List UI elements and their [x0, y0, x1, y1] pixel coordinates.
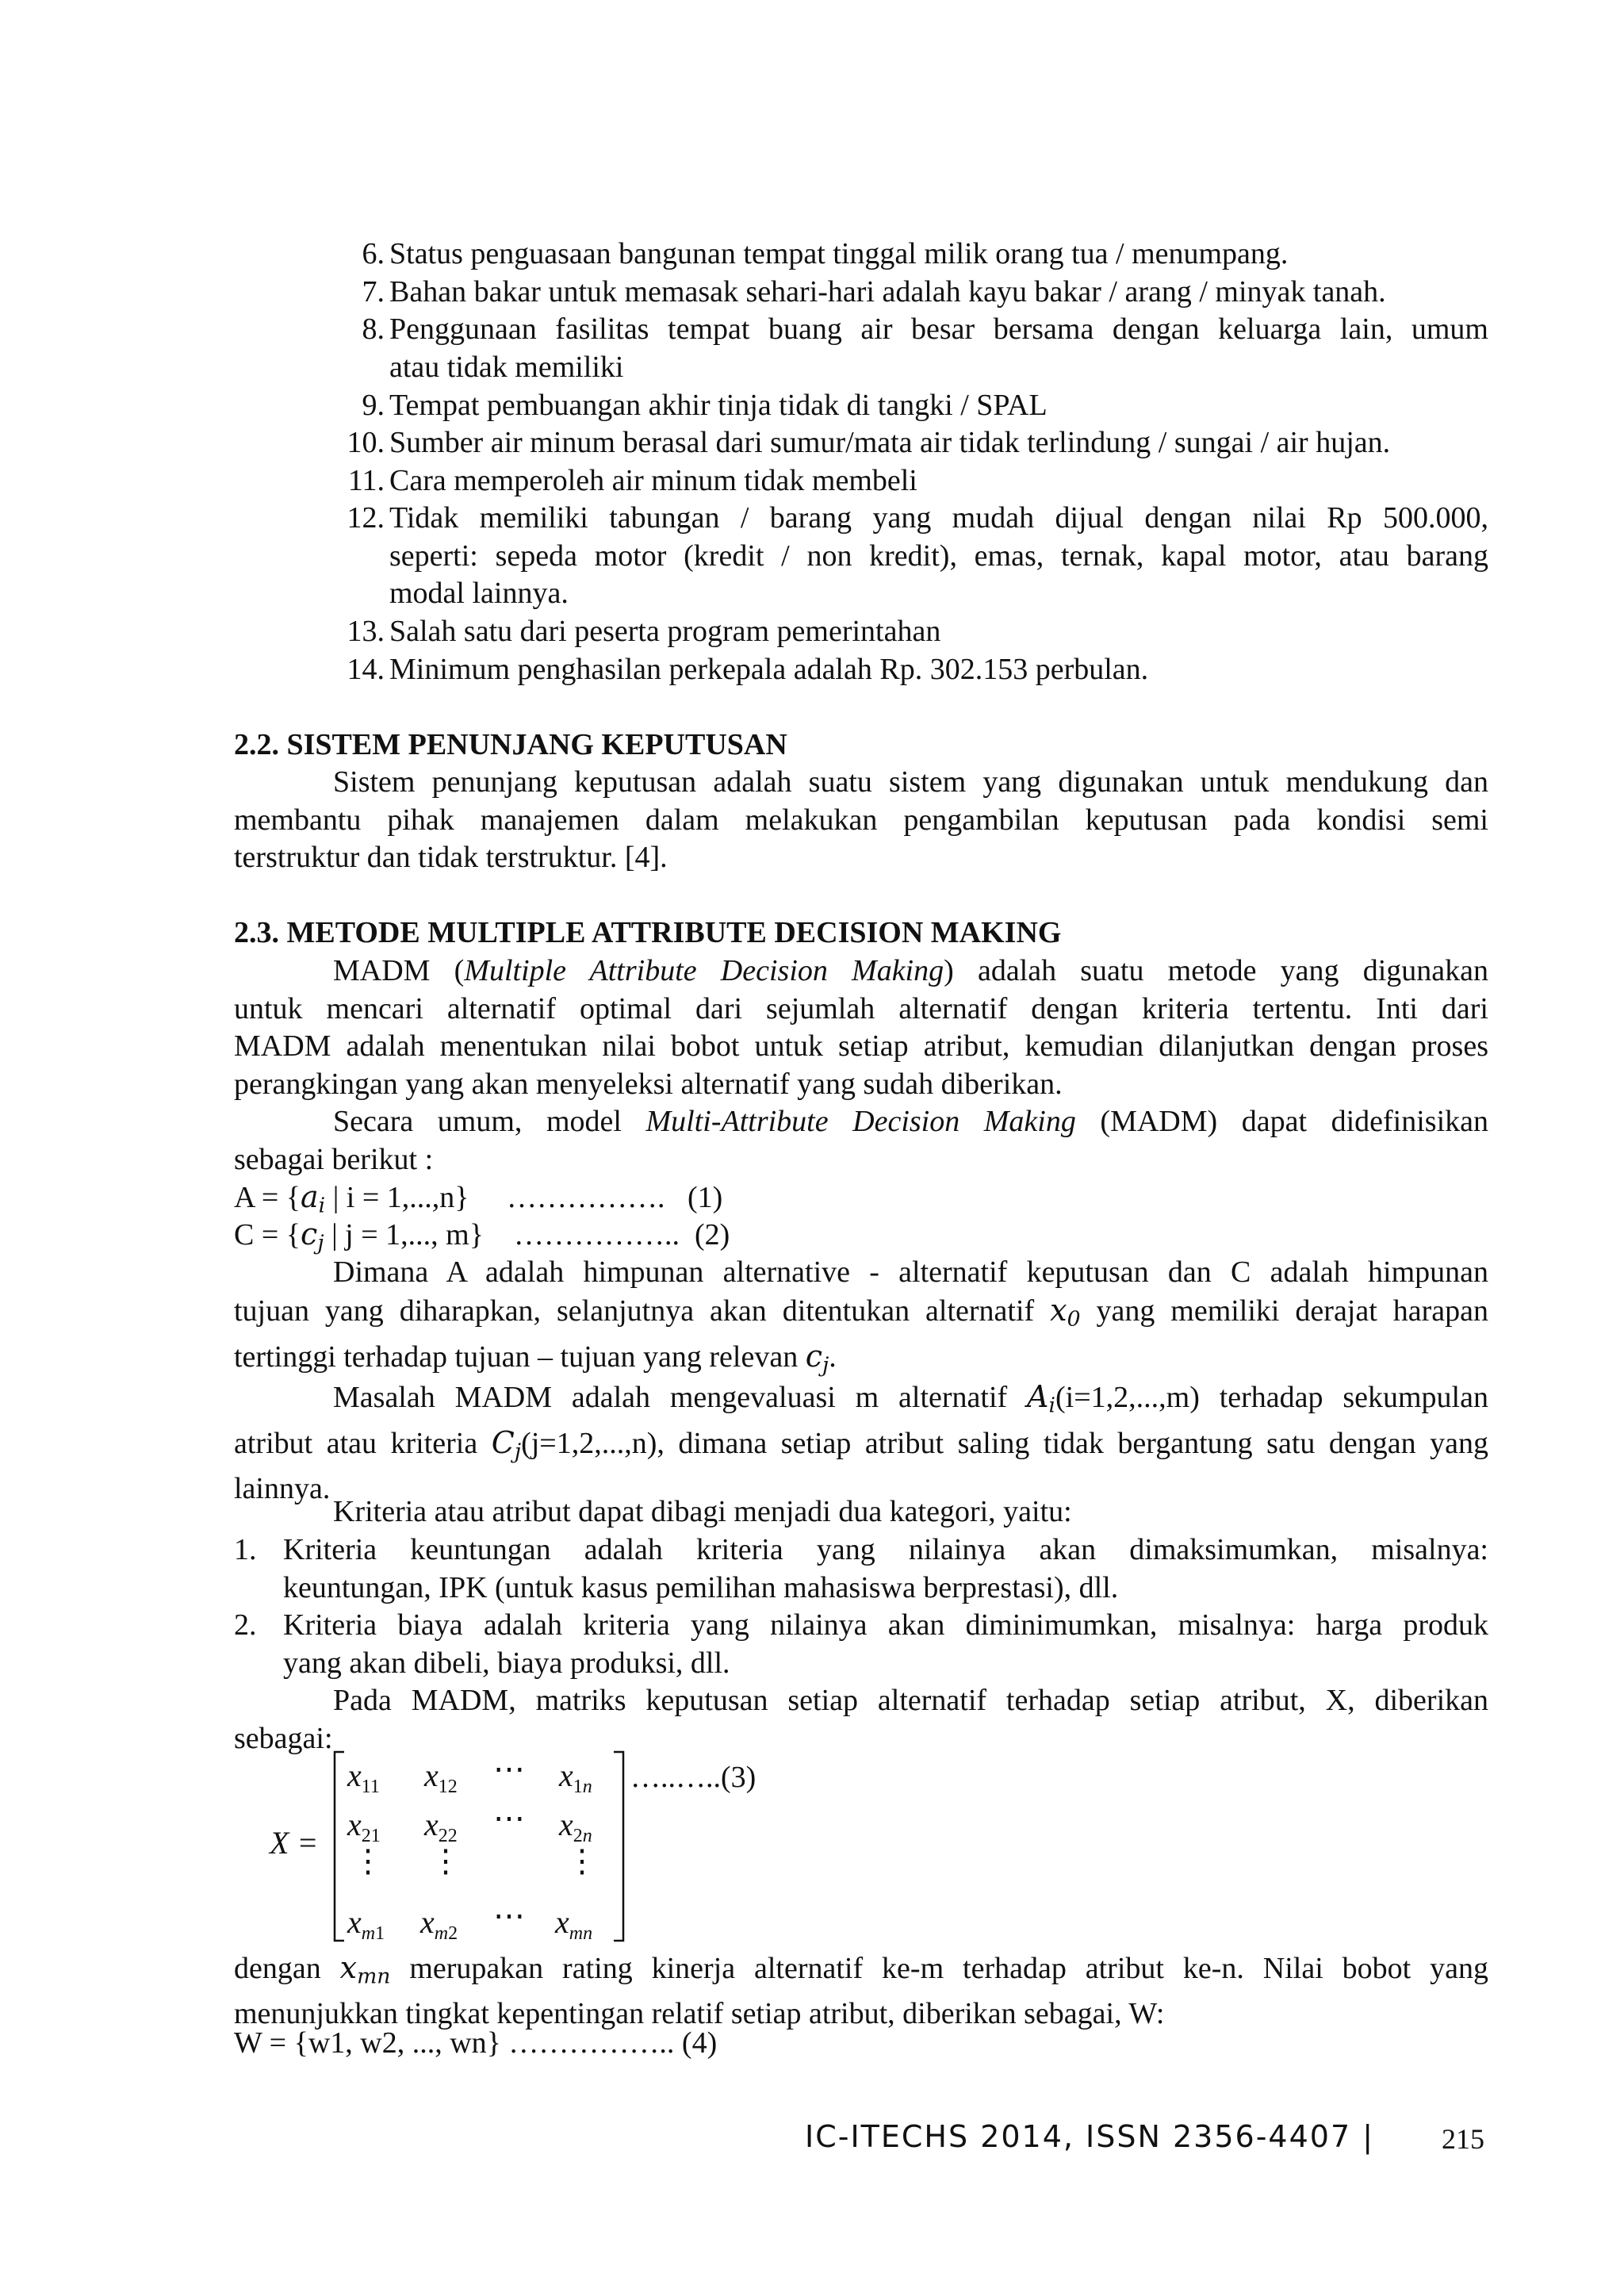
matrix-cell: $x_{mn}$	[555, 1904, 593, 1944]
paragraph-line: tertinggi terhadap tujuan – tujuan yang relevan $c_j$.	[234, 1338, 837, 1378]
list-number: 14.	[347, 653, 385, 686]
paragraph-line: tujuan yang diharapkan, selanjutnya akan ditentukan alternatif $x_0$ yang memiliki derajat harapan	[234, 1292, 1488, 1332]
list-number: 9.	[362, 389, 385, 422]
paragraph-line: MADM adalah menentukan nilai bobot untuk setiap atribut, kemudian dilanjutkan dengan proses	[234, 1029, 1488, 1063]
paragraph-line: terstruktur dan tidak terstruktur. [4].	[234, 841, 668, 874]
equation-2: $C = \{c_j$ | j = 1,..., m} …………….. (2)	[234, 1217, 730, 1255]
paragraph	[234, 1949, 1488, 2033]
paragraph-line: MADM (Multiple Attribute Decision Making) adalah suatu metode yang digunakan	[333, 954, 1488, 987]
list-text: modal lainnya.	[389, 577, 569, 610]
matrix-cell: $x_{m2}$	[420, 1904, 458, 1944]
list-text: Kriteria biaya adalah kriteria yang nilainya akan diminimumkan, misalnya: harga produk	[283, 1608, 1488, 1642]
paragraph-line: Secara umum, model Multi-Attribute Decision Making (MADM) dapat didefinisikan	[333, 1105, 1488, 1138]
hdots: ⋯	[493, 1898, 525, 1934]
equation-number: …..…..(3)	[630, 1761, 756, 1794]
list-text: yang akan dibeli, biaya produksi, dll.	[283, 1646, 730, 1680]
paragraph-line: Sistem penunjang keputusan adalah suatu sistem yang digunakan untuk mendukung dan	[333, 765, 1488, 799]
list-text: Sumber air minum berasal dari sumur/mata air tidak terlindung / sungai / air hujan.	[389, 426, 1391, 459]
paragraph-line: sebagai berikut :	[234, 1142, 434, 1176]
list-number: 2.	[234, 1608, 257, 1642]
paragraph	[234, 1103, 1488, 1179]
paragraph-line: sebagai:	[234, 1721, 333, 1755]
list-text: Bahan bakar untuk memasak sehari-hari adalah kayu bakar / arang / minyak tanah.	[389, 275, 1386, 309]
matrix-cell: $x_{21}$	[347, 1807, 381, 1846]
list-text: atau tidak memiliki	[389, 350, 624, 384]
list-number: 13.	[347, 615, 385, 648]
list-number: 6.	[362, 237, 385, 270]
matrix-cell: $x_{1n}$	[559, 1757, 592, 1797]
list-text: Tempat pembuangan akhir tinja tidak di tangki / SPAL	[389, 389, 1048, 422]
paragraph	[234, 1254, 1488, 1384]
list-text: Status penguasaan bangunan tempat tinggal milik orang tua / menumpang.	[389, 237, 1289, 270]
list-number: 8.	[362, 312, 385, 346]
paragraph	[234, 1682, 1488, 1757]
paragraph-line: Pada MADM, matriks keputusan setiap alternatif terhadap setiap atribut, X, diberikan	[333, 1684, 1488, 1717]
paragraph-line: menunjukkan tingkat kepentingan relatif setiap atribut, diberikan sebagai, W:	[234, 1997, 1165, 2031]
matrix-cell: $x_{2n}$	[559, 1807, 592, 1846]
left-bracket	[331, 1750, 349, 1942]
paragraph-line: untuk mencari alternatif optimal dari sejumlah alternatif dengan kriteria tertentu. Inti dari	[234, 991, 1488, 1025]
journal-footer: IC-ITECHS 2014, ISSN 2356-4407 |	[805, 2119, 1375, 2154]
list-number: 1.	[234, 1533, 257, 1566]
paragraph-line: dengan $x_{mn}$ merupakan rating kinerja alternatif ke-m terhadap atribut ke-n. Nilai bobot yang	[234, 1950, 1488, 1989]
page-number: 215	[1442, 2123, 1484, 2155]
list-text: Kriteria keuntungan adalah kriteria yang nilainya akan dimaksimumkan, misalnya:	[283, 1533, 1488, 1566]
paragraph	[234, 953, 1488, 1103]
paragraph-line: atribut atau kriteria $C_j(j=1,2,...,n)$, dimana setiap atribut saling tidak bergantung satu dengan yang	[234, 1425, 1488, 1464]
list-number: 10.	[347, 426, 385, 459]
matrix-lhs: X =	[270, 1825, 319, 1861]
section-heading: 2.2. SISTEM PENUNJANG KEPUTUSAN	[234, 728, 787, 761]
vdots: ⋮	[566, 1843, 598, 1879]
equation-4: W = {w1, w2, ..., wn} …………….. (4)	[234, 2026, 718, 2060]
paragraph-line: Masalah MADM adalah mengevaluasi m alternatif $A_i(i=1,2,...,m)$ terhadap sekumpulan	[333, 1379, 1488, 1418]
paragraph-line: Kriteria atau atribut dapat dibagi menjadi dua kategori, yaitu:	[333, 1495, 1072, 1528]
decision-matrix	[262, 1749, 642, 1943]
list-text: Penggunaan fasilitas tempat buang air besar bersama dengan keluarga lain, umum	[389, 312, 1488, 346]
matrix-cell: $x_{12}$	[424, 1757, 458, 1797]
equation-1: $A = \{a_i$ | i = 1,...,n} ……………. (1)	[234, 1179, 723, 1218]
paragraph	[234, 1378, 1488, 1508]
hdots: ⋯	[493, 1751, 525, 1787]
paragraph-line: lainnya.	[234, 1472, 331, 1506]
list-text: Salah satu dari peserta program pemerintahan	[389, 615, 941, 648]
paragraph-line: perangkingan yang akan menyeleksi alternatif yang sudah diberikan.	[234, 1067, 1063, 1101]
list-number: 12.	[347, 501, 385, 535]
vdots: ⋮	[430, 1843, 462, 1879]
list-text: Minimum penghasilan perkepala adalah Rp. 302.153 perbulan.	[389, 653, 1149, 686]
list-text: keuntungan, IPK (untuk kasus pemilihan mahasiswa berprestasi), dll.	[283, 1570, 1119, 1604]
section-heading: 2.3. METODE MULTIPLE ATTRIBUTE DECISION MAKING	[234, 916, 1062, 949]
matrix-cell: $x_{22}$	[424, 1807, 458, 1846]
list-number: 11.	[347, 464, 385, 497]
paragraph	[234, 764, 1488, 877]
hdots: ⋯	[493, 1800, 525, 1836]
list-text: seperti: sepeda motor (kredit / non kredit), emas, ternak, kapal motor, atau barang	[389, 539, 1488, 573]
paragraph-line: Dimana A adalah himpunan alternative - alternatif keputusan dan C adalah himpunan	[333, 1255, 1488, 1289]
list-number: 7.	[362, 275, 385, 309]
list-text: Cara memperoleh air minum tidak membeli	[389, 464, 917, 497]
vdots: ⋮	[352, 1843, 384, 1879]
right-bracket	[611, 1750, 628, 1942]
matrix-cell: $x_{11}$	[347, 1757, 380, 1797]
paragraph-line: membantu pihak manajemen dalam melakukan pengambilan keputusan pada kondisi semi	[234, 803, 1488, 837]
list-text: Tidak memiliki tabungan / barang yang mudah dijual dengan nilai Rp 500.000,	[389, 501, 1488, 535]
matrix-cell: $x_{m1}$	[347, 1904, 385, 1944]
